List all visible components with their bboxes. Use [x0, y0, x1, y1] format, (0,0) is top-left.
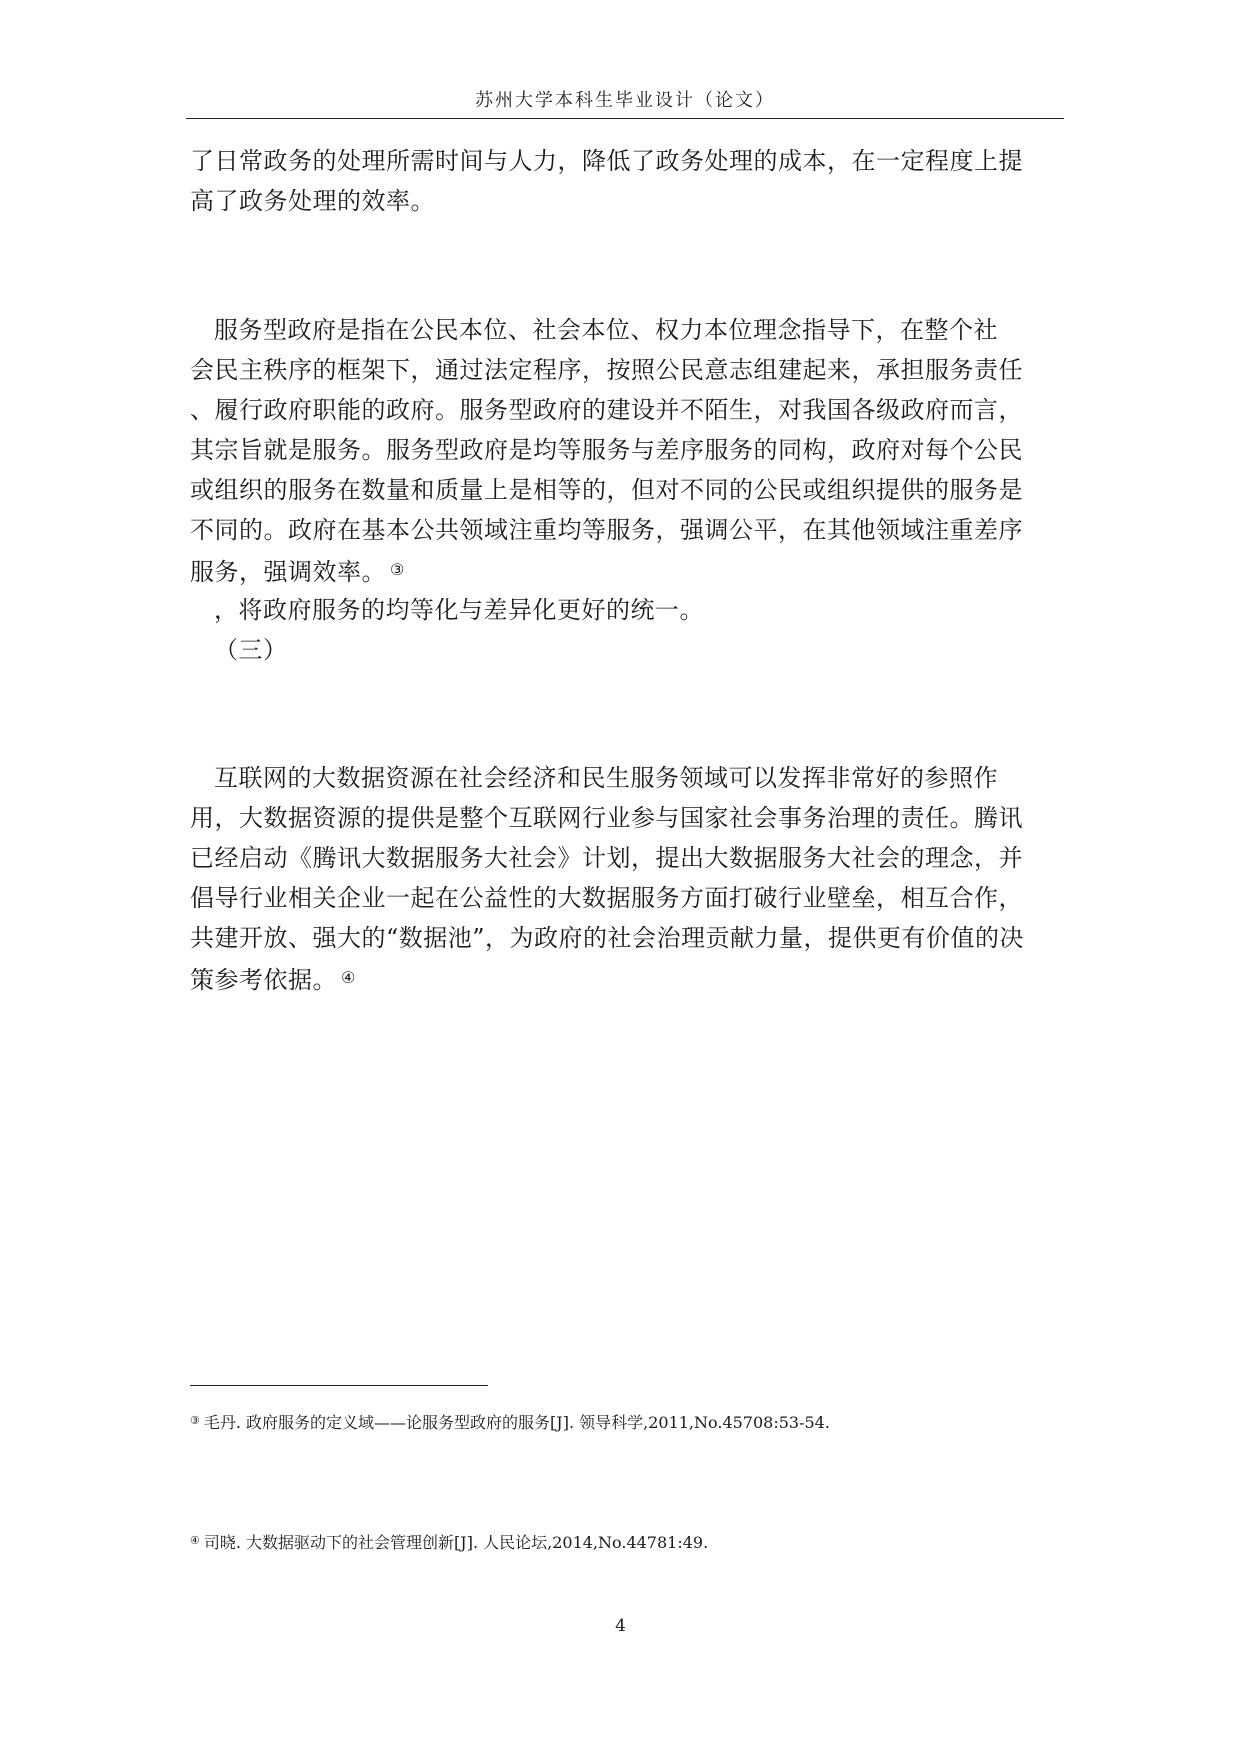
- paragraph-line: 、履行政府职能的政府。服务型政府的建设并不陌生，对我国各级政府而言，: [190, 396, 1023, 424]
- footnote-divider: [190, 1385, 488, 1386]
- paragraph-line: 不同的。政府在基本公共领域注重均等服务，强调公平，在其他领域注重差序: [190, 516, 1023, 544]
- section-heading: （三）: [214, 636, 288, 664]
- paragraph-line: 服务型政府是指在公民本位、社会本位、权力本位理念指导下，在整个社: [214, 316, 998, 344]
- page-number: 4: [615, 1616, 626, 1636]
- paragraph-line: 互联网的大数据资源在社会经济和民生服务领域可以发挥非常好的参照作: [214, 764, 998, 792]
- paragraph-line: 倡导行业相关企业一起在公益性的大数据服务方面打破行业壁垒，相互合作，: [190, 884, 1023, 912]
- paragraph-line: 会民主秩序的框架下，通过法定程序，按照公民意志组建起来，承担服务责任: [190, 356, 1023, 384]
- footnote-reference[interactable]: ③: [390, 560, 405, 579]
- paragraph-line: 已经启动《腾讯大数据服务大社会》计划，提出大数据服务大社会的理念，并: [190, 844, 1023, 872]
- paragraph-line: 或组织的服务在数量和质量上是相等的，但对不同的公民或组织提供的服务是: [190, 476, 1023, 504]
- footnote: [190, 1410, 830, 1434]
- footnote-mark: ④: [190, 1534, 200, 1547]
- footnote-mark: ③: [190, 1414, 200, 1427]
- footnote-text: 毛丹. 政府服务的定义域——论服务型政府的服务[J]. 领导科学,2011,No.45708:53-54.: [203, 1413, 830, 1432]
- paragraph-line: 用，大数据资源的提供是整个互联网行业参与国家社会事务治理的责任。腾讯: [190, 804, 1023, 832]
- header-title: 苏州大学本科生毕业设计（论文）: [475, 90, 775, 111]
- paragraph-line: 共建开放、强大的“数据池”，为政府的社会治理贡献力量，提供更有价值的决: [190, 924, 1025, 952]
- paragraph-text: 服务，强调效率。: [190, 558, 386, 586]
- footnote-text: 司晓. 大数据驱动下的社会管理创新[J]. 人民论坛,2014,No.44781:49.: [203, 1533, 709, 1552]
- paragraph-text: 策参考依据。: [190, 966, 337, 994]
- paragraph-line: [190, 555, 405, 587]
- paragraph-line: ，将政府服务的均等化与差异化更好的统一。: [214, 596, 704, 624]
- paragraph-line: 了日常政务的处理所需时间与人力，降低了政务处理的成本，在一定程度上提: [190, 147, 1023, 175]
- footnote-reference[interactable]: ④: [341, 968, 356, 987]
- paragraph-line: [190, 963, 356, 995]
- footnote: [190, 1530, 708, 1554]
- header-divider: [186, 118, 1064, 119]
- paragraph-line: 高了政务处理的效率。: [190, 187, 435, 215]
- paragraph-line: 其宗旨就是服务。服务型政府是均等服务与差序服务的同构，政府对每个公民: [190, 436, 1023, 464]
